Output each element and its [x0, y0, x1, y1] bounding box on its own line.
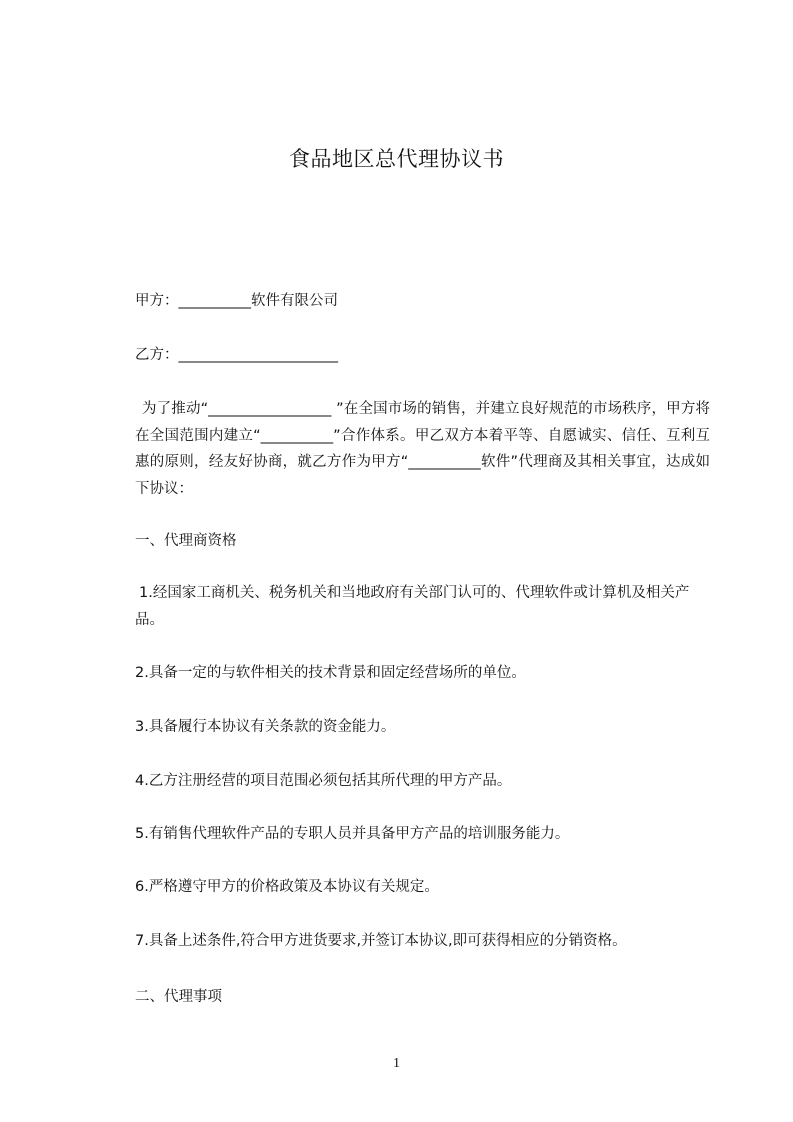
- list-item: 5.有销售代理软件产品的专职人员并具备甲方产品的培训服务能力。: [135, 826, 570, 842]
- list-item: 7.具备上述条件,符合甲方进货要求,并签订本协议,即可获得相应的分销资格。: [135, 933, 627, 949]
- section-1-heading: 一、代理商资格: [135, 533, 237, 549]
- list-item: 1.经国家工商机关、税务机关和当地政府有关部门认可的、代理软件或计算机及相关产品。: [135, 585, 690, 628]
- page-title: 食品地区总代理协议书: [289, 147, 504, 171]
- list-item: 3.具备履行本协议有关条款的资金能力。: [135, 719, 396, 735]
- party-b-line: 乙方：______________________: [135, 347, 338, 363]
- list-item: 4.乙方注册经营的项目范围必须包括其所代理的甲方产品。: [135, 773, 512, 789]
- list-item: 2.具备一定的与软件相关的技术背景和固定经营场所的单位。: [135, 665, 526, 681]
- list-item: 6.严格遵守甲方的价格政策及本协议有关规定。: [135, 879, 439, 895]
- page-number: 1: [393, 1056, 400, 1071]
- section-2-heading: 二、代理事项: [135, 989, 222, 1005]
- preamble-paragraph: 为了推动“_________________ ”在全国市场的销售，并建立良好规范的市场秩序，甲方将在全国范围内建立“__________”合作体系。甲乙双方本着平等、自愿诚实、信任、互利互惠的原则，经友好协商，就乙方作为甲方“__________软件”代理商及其相关事宜，达成如下协议：: [135, 401, 710, 497]
- party-a-line: 甲方：__________软件有限公司: [135, 293, 338, 309]
